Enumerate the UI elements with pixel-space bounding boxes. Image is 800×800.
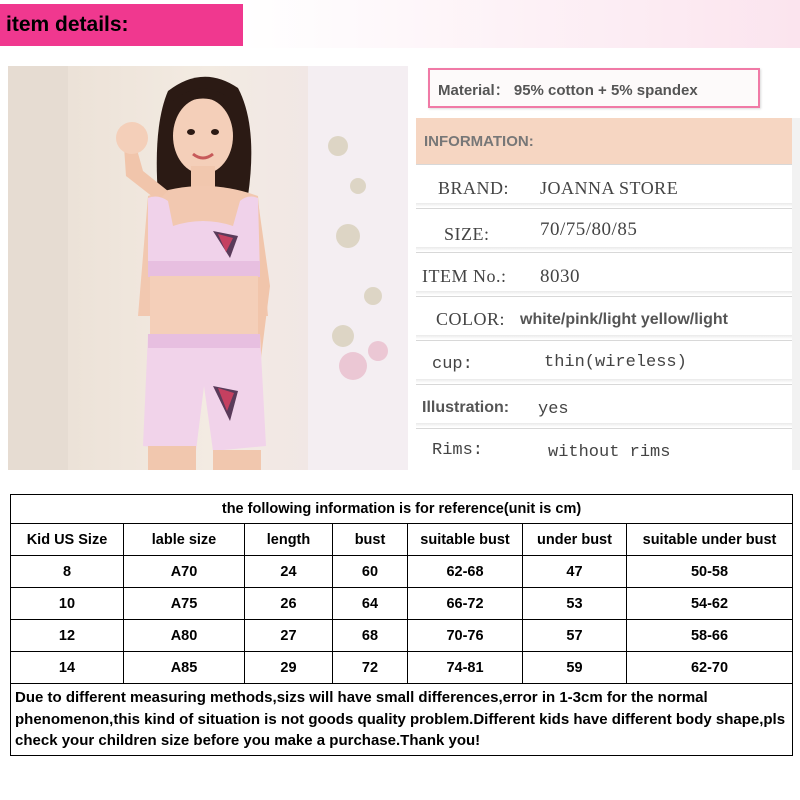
- table-cell: 26: [245, 588, 333, 620]
- column-header: lable size: [124, 524, 245, 556]
- column-header: under bust: [523, 524, 627, 556]
- table-row: [11, 652, 793, 684]
- item-details-title: item details:: [6, 13, 129, 36]
- table-cell: 58-66: [627, 620, 793, 652]
- item-details-header: [0, 4, 243, 46]
- illustration-value: yes: [538, 400, 569, 419]
- rims-value: without rims: [548, 443, 671, 462]
- info-row-item-no: [416, 252, 792, 295]
- size-chart-header-row: [11, 524, 793, 556]
- item-no-value: 8030: [540, 266, 580, 287]
- table-cell: 74-81: [408, 652, 523, 684]
- size-value: 70/75/80/85: [540, 219, 638, 240]
- table-cell: 70-76: [408, 620, 523, 652]
- table-cell: 24: [245, 556, 333, 588]
- column-header: suitable bust: [408, 524, 523, 556]
- table-cell: A85: [124, 652, 245, 684]
- column-header: bust: [333, 524, 408, 556]
- information-heading: INFORMATION:: [424, 133, 534, 150]
- table-cell: 62-70: [627, 652, 793, 684]
- table-cell: 64: [333, 588, 408, 620]
- table-cell: A80: [124, 620, 245, 652]
- info-row-cup: [416, 340, 792, 383]
- table-cell: 72: [333, 652, 408, 684]
- size-label: SIZE:: [444, 224, 490, 244]
- brand-label: BRAND:: [438, 178, 510, 198]
- size-disclaimer-note: Due to different measuring methods,sizs will have small differences,error in 1-3cm for the normal phenomenon,this kind of situation is not goods quality problem.Different kids have different body shape,pls check your children size before you make a purchase.Thank you!: [11, 684, 793, 756]
- table-cell: 66-72: [408, 588, 523, 620]
- info-side-shade: [792, 118, 800, 470]
- table-cell: 68: [333, 620, 408, 652]
- table-cell: 10: [11, 588, 124, 620]
- product-photo-illustration: [8, 66, 408, 470]
- table-cell: 59: [523, 652, 627, 684]
- illustration-label: Illustration:: [422, 399, 510, 416]
- table-cell: 50-58: [627, 556, 793, 588]
- brand-value: JOANNA STORE: [540, 178, 679, 198]
- column-header: length: [245, 524, 333, 556]
- table-cell: 47: [523, 556, 627, 588]
- table-row: [11, 556, 793, 588]
- information-heading-box: [416, 118, 792, 164]
- item-no-label: ITEM No.:: [422, 266, 507, 286]
- material-text: Material： 95% cotton + 5% spandex: [438, 82, 698, 99]
- table-cell: 54-62: [627, 588, 793, 620]
- column-header: suitable under bust: [627, 524, 793, 556]
- size-chart-table: [10, 494, 793, 756]
- table-cell: 62-68: [408, 556, 523, 588]
- material-box: [428, 68, 760, 108]
- table-cell: 57: [523, 620, 627, 652]
- color-value: white/pink/light yellow/light: [520, 311, 728, 328]
- info-row-color: [416, 296, 792, 339]
- color-label: COLOR:: [436, 309, 506, 329]
- table-row: [11, 588, 793, 620]
- rims-label: Rims:: [432, 441, 484, 460]
- table-cell: 29: [245, 652, 333, 684]
- table-cell: A75: [124, 588, 245, 620]
- info-row-rims: [416, 428, 792, 471]
- column-header: Kid US Size: [11, 524, 124, 556]
- table-cell: 14: [11, 652, 124, 684]
- table-cell: A70: [124, 556, 245, 588]
- info-row-size: [416, 208, 792, 251]
- info-row-illustration: [416, 384, 792, 427]
- table-row: [11, 620, 793, 652]
- size-chart-caption: the following information is for reference(unit is cm): [11, 495, 793, 524]
- info-row-brand: [416, 164, 792, 207]
- table-cell: 8: [11, 556, 124, 588]
- table-cell: 27: [245, 620, 333, 652]
- table-cell: 60: [333, 556, 408, 588]
- product-photo: [8, 66, 408, 470]
- table-cell: 12: [11, 620, 124, 652]
- table-cell: 53: [523, 588, 627, 620]
- cup-value: thin(wireless): [544, 353, 687, 372]
- cup-label: cup:: [432, 355, 473, 374]
